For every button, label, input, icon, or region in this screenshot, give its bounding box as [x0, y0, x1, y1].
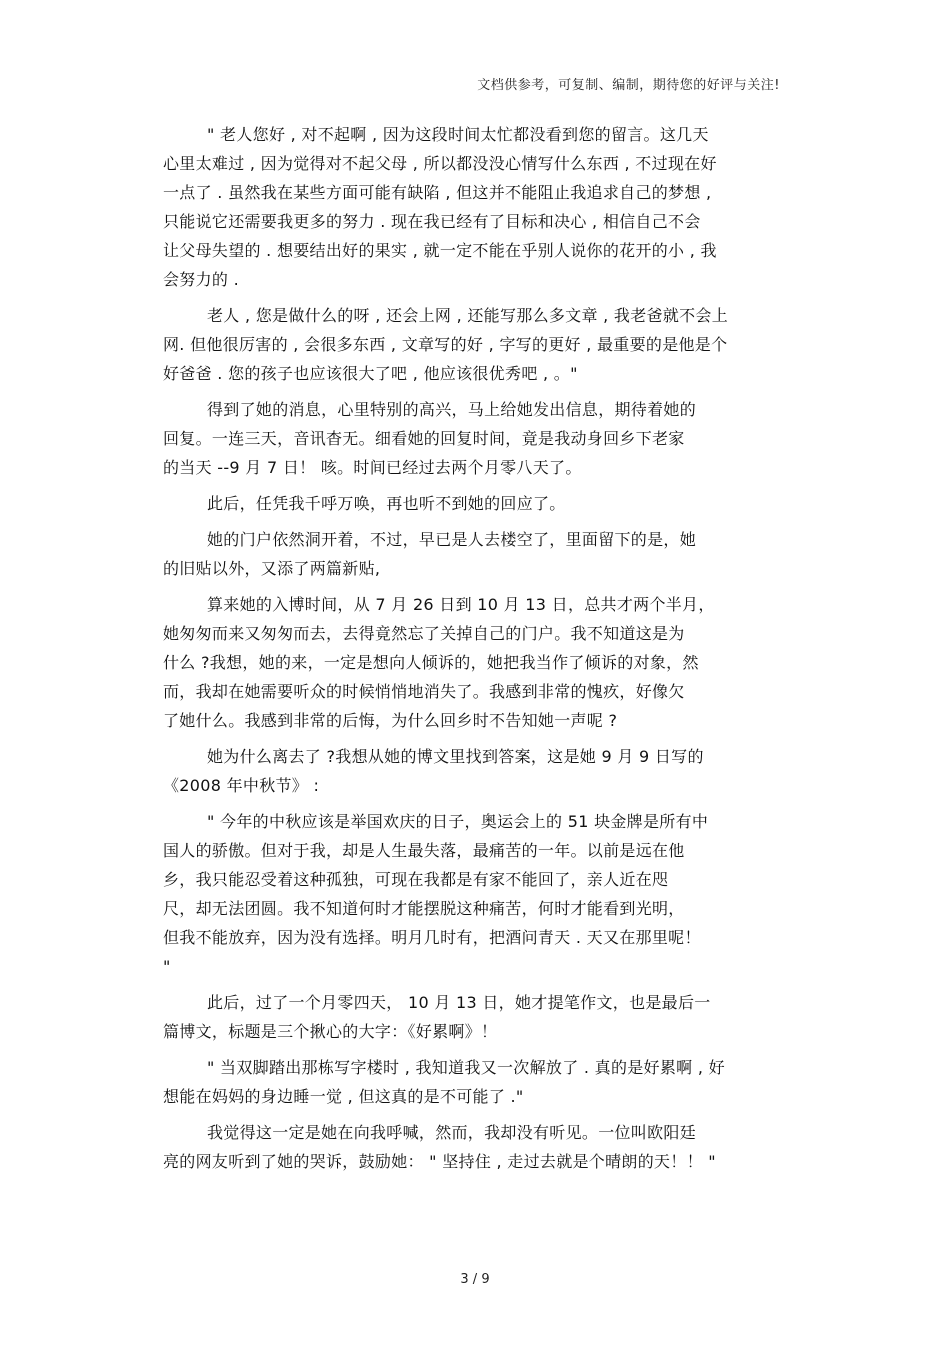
paragraph-line: 什么 ?我想，她的来，一定是想向人倾诉的，她把我当作了倾诉的对象，然	[163, 653, 699, 672]
paragraph-line: 想能在妈妈的身边睡一觉 , 但这真的是不可能了 ."	[163, 1087, 524, 1106]
paragraph	[163, 988, 793, 1046]
paragraph-line: 此后，过了一个月零四天， 10 月 13 日，她才提笔作文，也是最后一	[207, 993, 711, 1012]
page-number: 3 / 9	[460, 1272, 490, 1287]
paragraph-line: 一点了 . 虽然我在某些方面可能有缺陷 , 但这并不能阻止我追求自己的梦想 ,	[163, 183, 712, 202]
paragraph-line: 此后，任凭我千呼万唤，再也听不到她的回应了。	[207, 494, 566, 513]
paragraph	[163, 1118, 793, 1176]
paragraph-line: 会努力的 .	[163, 270, 239, 289]
paragraph-line: 而，我却在她需要听众的时候悄悄地消失了。我感到非常的愧疚，好像欠	[163, 682, 685, 701]
paragraph-line: 篇博文，标题是三个揪心的大字：《好累啊》！	[163, 1022, 498, 1041]
paragraph-line: 的旧贴以外，又添了两篇新贴,	[163, 559, 381, 578]
paragraph-line: 回复。一连三天，音讯杳无。细看她的回复时间，竟是我动身回乡下老家	[163, 429, 685, 448]
paragraph-line: 我觉得这一定是她在向我呼喊，然而，我却没有听见。一位叫欧阳廷	[207, 1123, 697, 1142]
paragraph-line: 算来她的入博时间，从 7 月 26 日到 10 月 13 日，总共才两个半月，	[207, 595, 715, 614]
paragraph	[163, 807, 793, 981]
paragraph-line: 亮的网友听到了她的哭诉，鼓励她： " 坚持住 , 走过去就是个晴朗的天！！ "	[163, 1152, 716, 1171]
paragraph-line: " 今年的中秋应该是举国欢庆的日子，奥运会上的 51 块金牌是所有中	[207, 812, 709, 831]
paragraph	[163, 525, 793, 583]
paragraph	[163, 120, 793, 294]
paragraph-line: " 当双脚踏出那栋写字楼时 , 我知道我又一次解放了 . 真的是好累啊 , 好	[207, 1058, 725, 1077]
paragraph-line: 尺，却无法团圆。我不知道何时才能摆脱这种痛苦，何时才能看到光明，	[163, 899, 685, 918]
paragraph	[163, 489, 793, 518]
paragraph-line: 网. 但他很厉害的 , 会很多东西 , 文章写的好 , 字写的更好 , 最重要的是他是个	[163, 335, 728, 354]
paragraph	[163, 301, 793, 388]
document-body	[163, 120, 793, 1183]
paragraph-line: 好爸爸 . 您的孩子也应该很大了吧 , 他应该很优秀吧 , 。"	[163, 364, 578, 383]
paragraph-line: 只能说它还需要我更多的努力 . 现在我已经有了目标和决心 , 相信自己不会	[163, 212, 701, 231]
paragraph-line: 让父母失望的 . 想要结出好的果实 , 就一定不能在乎别人说你的花开的小 , 我	[163, 241, 717, 260]
paragraph-line: 乡，我只能忍受着这种孤独，可现在我都是有家不能回了，亲人近在咫	[163, 870, 669, 889]
paragraph	[163, 1053, 793, 1111]
paragraph-line: 她匆匆而来又匆匆而去，去得竟然忘了关掉自己的门户。我不知道这是为	[163, 624, 685, 643]
paragraph-line: 得到了她的消息，心里特别的高兴，马上给她发出信息，期待着她的	[207, 400, 697, 419]
paragraph-line: "	[163, 957, 171, 976]
paragraph-line: 心里太难过 , 因为觉得对不起父母 , 所以都没没心情写什么东西 , 不过现在好	[163, 154, 717, 173]
header-note: 文档供参考，可复制、编制，期待您的好评与关注!	[477, 78, 780, 93]
paragraph-line: 国人的骄傲。但对于我，却是人生最失落，最痛苦的一年。以前是远在他	[163, 841, 685, 860]
paragraph-line: 老人 , 您是做什么的呀 , 还会上网 , 还能写那么多文章 , 我老爸就不会上	[207, 306, 729, 325]
paragraph-line: 《2008 年中秋节》 :	[163, 776, 320, 795]
paragraph-line: 她为什么离去了 ?我想从她的博文里找到答案，这是她 9 月 9 日写的	[207, 747, 704, 766]
paragraph	[163, 742, 793, 800]
paragraph-line: 的当天 --9 月 7 日！ 咳。时间已经过去两个月零八天了。	[163, 458, 582, 477]
paragraph-line: 但我不能放弃，因为没有选择。明月几时有，把酒问青天 . 天又在那里呢！	[163, 928, 701, 947]
paragraph	[163, 395, 793, 482]
paragraph	[163, 590, 793, 735]
paragraph-line: " 老人您好 , 对不起啊 , 因为这段时间太忙都没看到您的留言。这几天	[207, 125, 709, 144]
paragraph-line: 了她什么。我感到非常的后悔，为什么回乡时不告知她一声呢 ?	[163, 711, 618, 730]
paragraph-line: 她的门户依然洞开着，不过，早已是人去楼空了，里面留下的是，她	[207, 530, 697, 549]
